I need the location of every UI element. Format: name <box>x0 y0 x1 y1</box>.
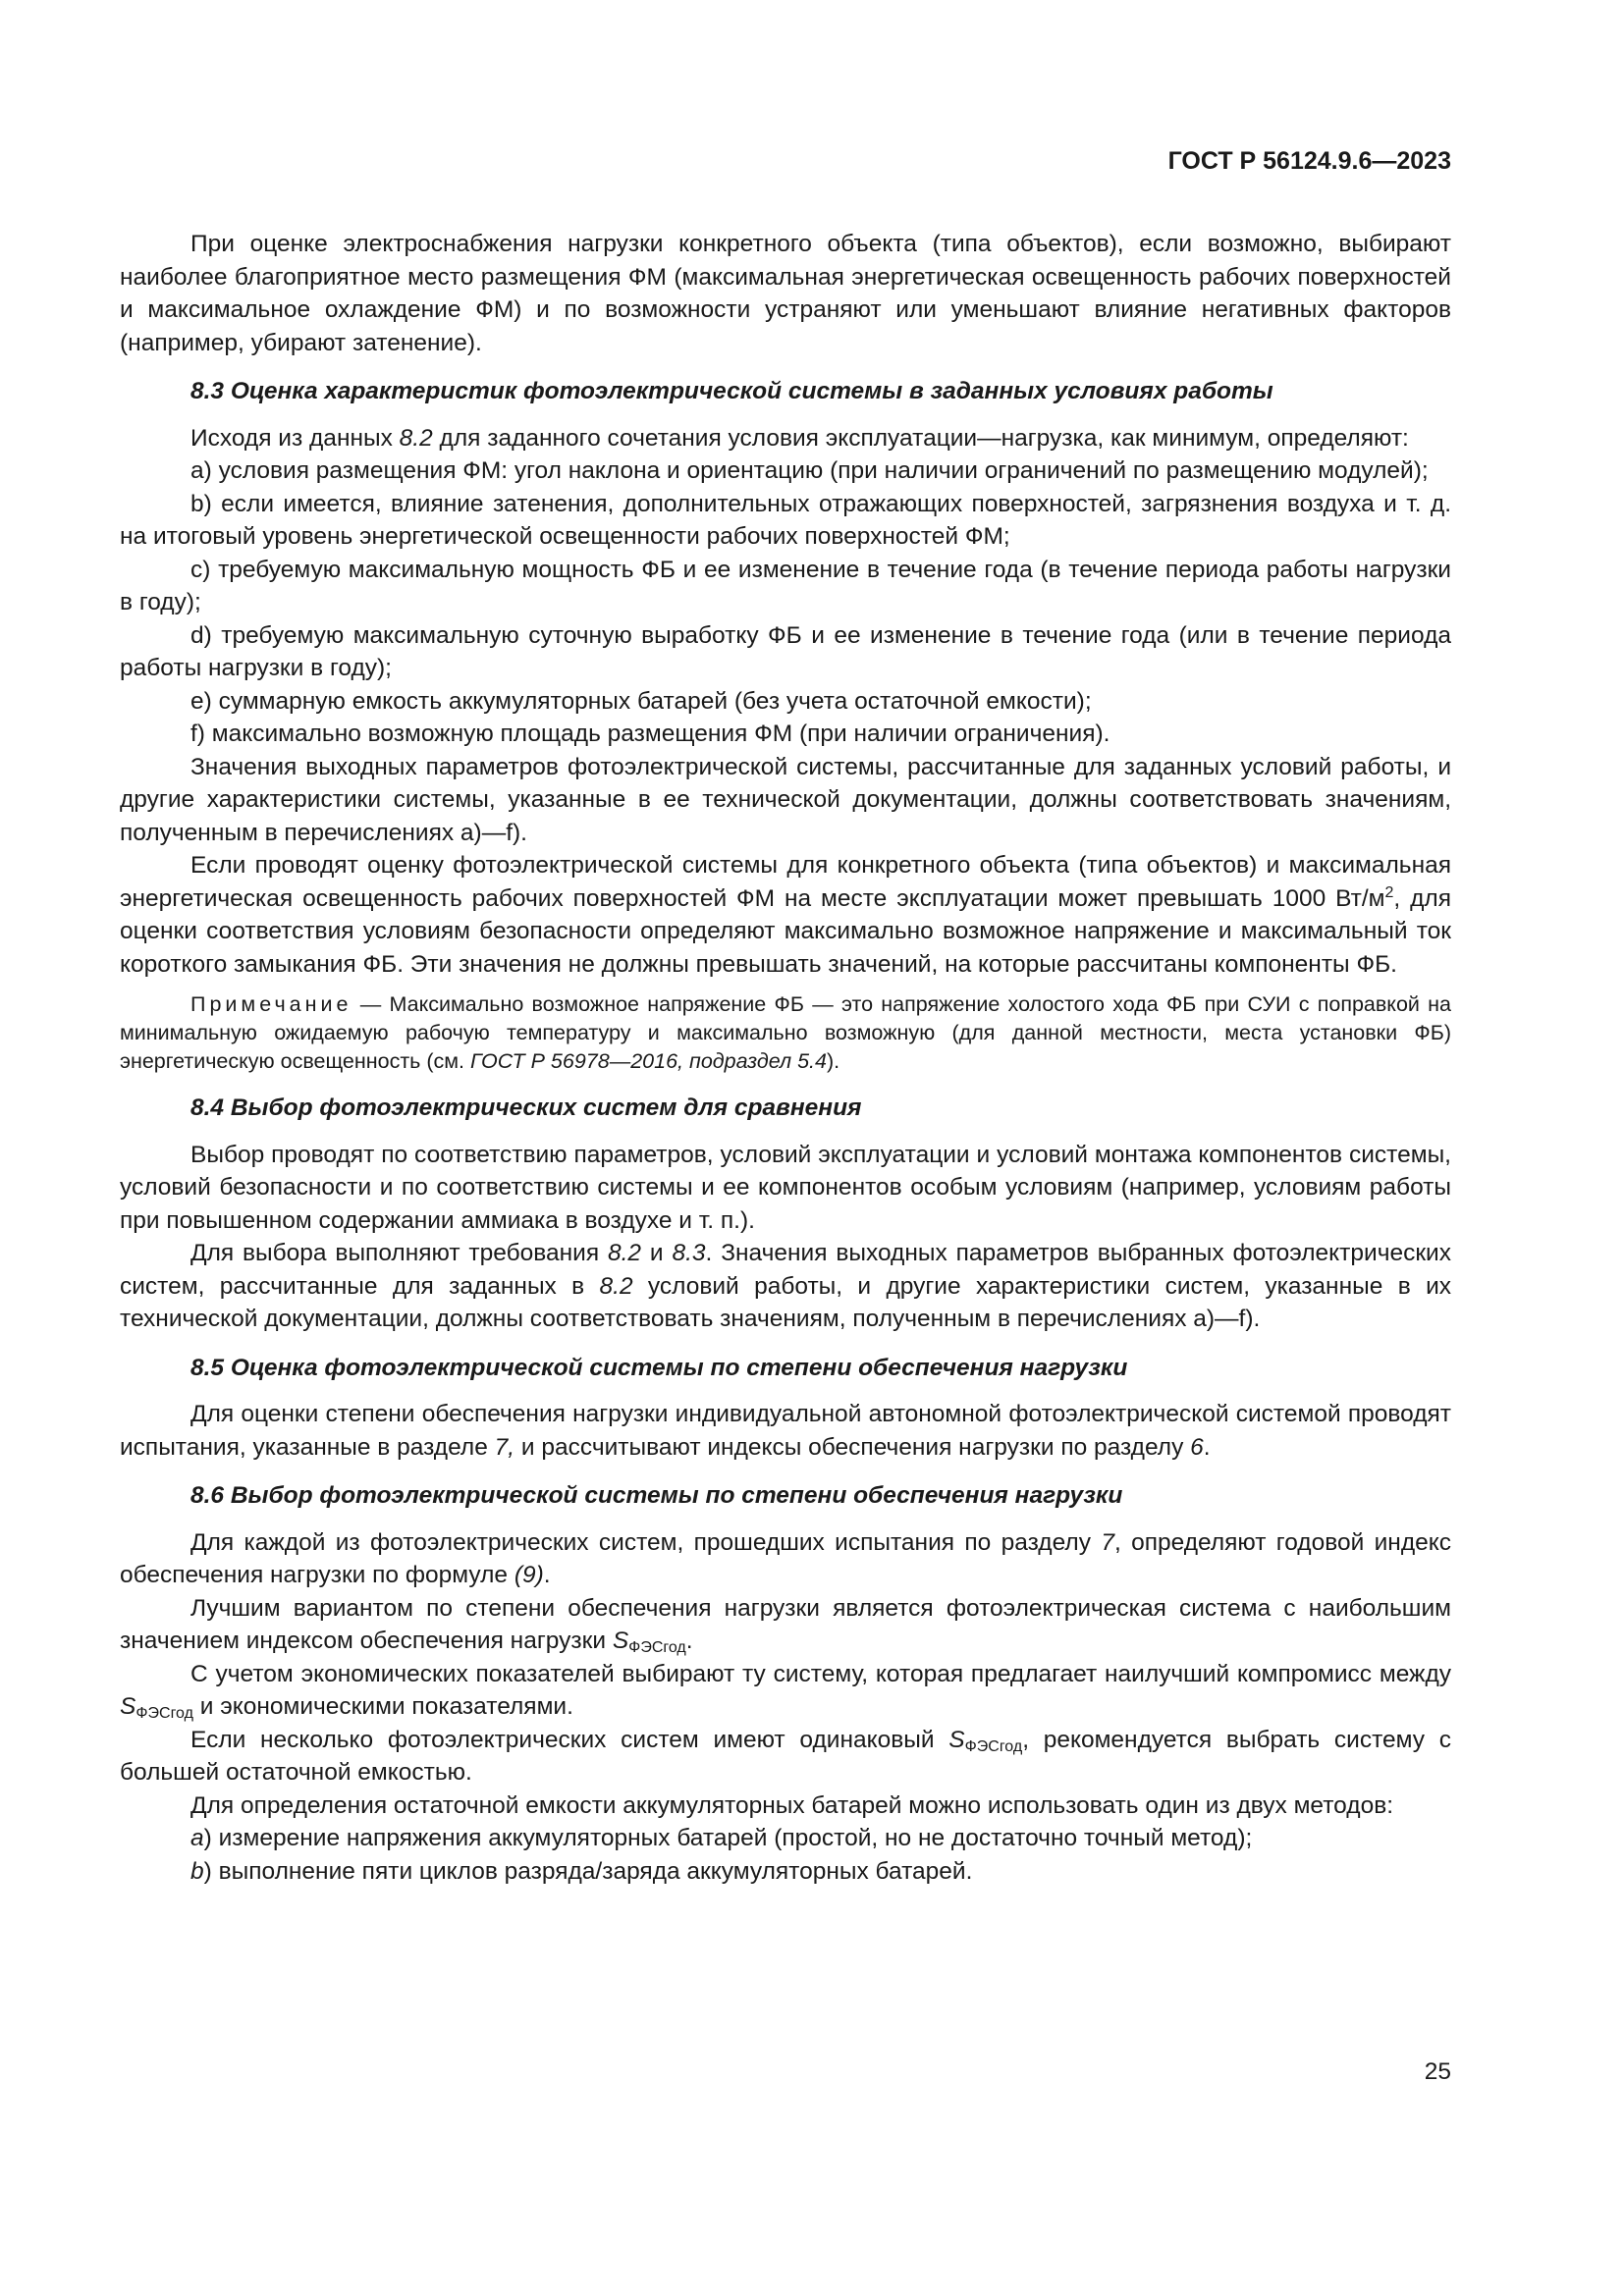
list-item: b) если имеется, влияние затенения, дополнительных отражающих поверхностей, загрязнения воздуха и т. д. на итоговый уровень энергетической освещенности рабочих поверхностей ФМ; <box>120 490 1451 550</box>
symbol-s: S <box>612 1628 629 1654</box>
method-item: a) измерение напряжения аккумуляторных батарей (простой, но не достаточно точный метод); <box>190 1825 1253 1851</box>
document-body <box>120 228 1451 1888</box>
note-label: Примечание <box>190 992 352 1016</box>
section-8-6-paragraph: Для каждой из фотоэлектрических систем, прошедших испытания по разделу 7, определяют годовой индекс обеспечения нагрузки по формуле (9). <box>120 1528 1451 1588</box>
section-8-6-title: 8.6 Выбор фотоэлектрической системы по степени обеспечения нагрузки <box>190 1482 1123 1509</box>
section-8-6-paragraph: С учетом экономических показателей выбирают ту систему, которая предлагает наилучший компромисс между $S_{ФЭСгод}$ и экономическими показателями. <box>120 1660 1451 1722</box>
section-8-5-title: 8.5 Оценка фотоэлектрической системы по степени обеспечения нагрузки <box>190 1354 1128 1381</box>
list-item: a) условия размещения ФМ: угол наклона и ориентацию (при наличии ограничений по размещению модулей); <box>190 457 1429 484</box>
ref-8-2: 8.2 <box>399 424 433 452</box>
section-8-3-title: 8.3 Оценка характеристик фотоэлектрической системы в заданных условиях работы <box>190 378 1273 404</box>
list-item: d) требуемую максимальную суточную выработку ФБ и ее изменение в течение года (или в течение периода работы нагрузки в году); <box>120 621 1451 681</box>
section-8-3-paragraph: Значения выходных параметров фотоэлектрической системы, рассчитанные для заданных условий работы, и другие характеристики системы, указанные в ее технической документации, должны соответствовать значениям, полученным в перечислениях a)—f). <box>120 753 1451 846</box>
section-8-3-paragraph: Если проводят оценку фотоэлектрической системы для конкретного объекта (типа объектов) и максимальная энергетическая освещенность рабочих поверхностей ФМ на месте эксплуатации может превышать 1000 $Вт/м^2$, для оценки соответствия условиям безопасности определяют максимально возможное напряжение и максимальный ток короткого замыкания ФБ. Эти значения не должны превышать значений, на которые рассчитаны компоненты ФБ. <box>120 852 1451 978</box>
page-number: 25 <box>1424 2058 1451 2085</box>
note-reference: ГОСТ Р 56978—2016, подраздел 5.4 <box>470 1049 827 1073</box>
list-item: e) суммарную емкость аккумуляторных батарей (без учета остаточной емкости); <box>190 687 1092 715</box>
section-8-4-paragraph: Выбор проводят по соответствию параметров, условий эксплуатации и условий монтажа компонентов системы, условий безопасности и по соответствию системы и ее компонентов особым условиям (например, условиям работы при повышенном содержании аммиака в воздухе и т. п.). <box>120 1141 1451 1234</box>
section-8-3-lead: Исходя из данных 8.2 для заданного сочетания условия эксплуатации—нагрузка, как минимум, определяют: <box>190 424 1409 452</box>
document-header: ГОСТ Р 56124.9.6—2023 <box>1167 147 1451 175</box>
section-8-5-paragraph: Для оценки степени обеспечения нагрузки индивидуальной автономной фотоэлектрической системой проводят испытания, указанные в разделе 7, и рассчитывают индексы обеспечения нагрузки по разделу 6. <box>120 1401 1451 1461</box>
section-8-6-paragraph: Если несколько фотоэлектрических систем имеют одинаковый $S_{ФЭСгод}$, рекомендуется выбрать систему с большей остаточной емкостью. <box>120 1726 1452 1786</box>
intro-paragraph: При оценке электроснабжения нагрузки конкретного объекта (типа объектов), если возможно, выбирают наиболее благоприятное место размещения ФМ (максимальная энергетическая освещенность рабочих поверхностей и максимальное охлаждение ФМ) и по возможности устраняют или уменьшают влияние негативных факторов (например, убирают затенение). <box>120 231 1451 356</box>
section-8-4-title: 8.4 Выбор фотоэлектрических систем для сравнения <box>190 1095 862 1121</box>
list-item: f) максимально возможную площадь размещения ФМ (при наличии ограничения). <box>190 721 1110 747</box>
method-item: b) выполнение пяти циклов разряда/заряда аккумуляторных батарей. <box>190 1857 973 1885</box>
section-8-6-paragraph: Для определения остаточной емкости аккумуляторных батарей можно использовать один из двух методов: <box>190 1791 1394 1819</box>
section-8-6-paragraph: Лучшим вариантом по степени обеспечения нагрузки является фотоэлектрическая система с наибольшим значением индексом обеспечения нагрузки $S_{ФЭСгод}$. <box>120 1594 1451 1656</box>
list-item: c) требуемую максимальную мощность ФБ и ее изменение в течение года (в течение периода работы нагрузки в году); <box>120 556 1451 615</box>
section-8-4-paragraph: Для выбора выполняют требования 8.2 и 8.3. Значения выходных параметров выбранных фотоэлектрических систем, рассчитанные для заданных в 8.2 условий работы, и другие характеристики систем, указанные в их технической документации, должны соответствовать значениям, полученным в перечислениях a)—f). <box>120 1240 1451 1332</box>
note: Примечание — Максимально возможное напряжение ФБ — это напряжение холостого хода ФБ при СУИ с поправкой на минимальную ожидаемую рабочую температуру и максимально возможную (для данной местности, места установки ФБ) энергетическую освещенность (см. ГОСТ Р 56978—2016, подраздел 5.4). <box>120 992 1451 1073</box>
